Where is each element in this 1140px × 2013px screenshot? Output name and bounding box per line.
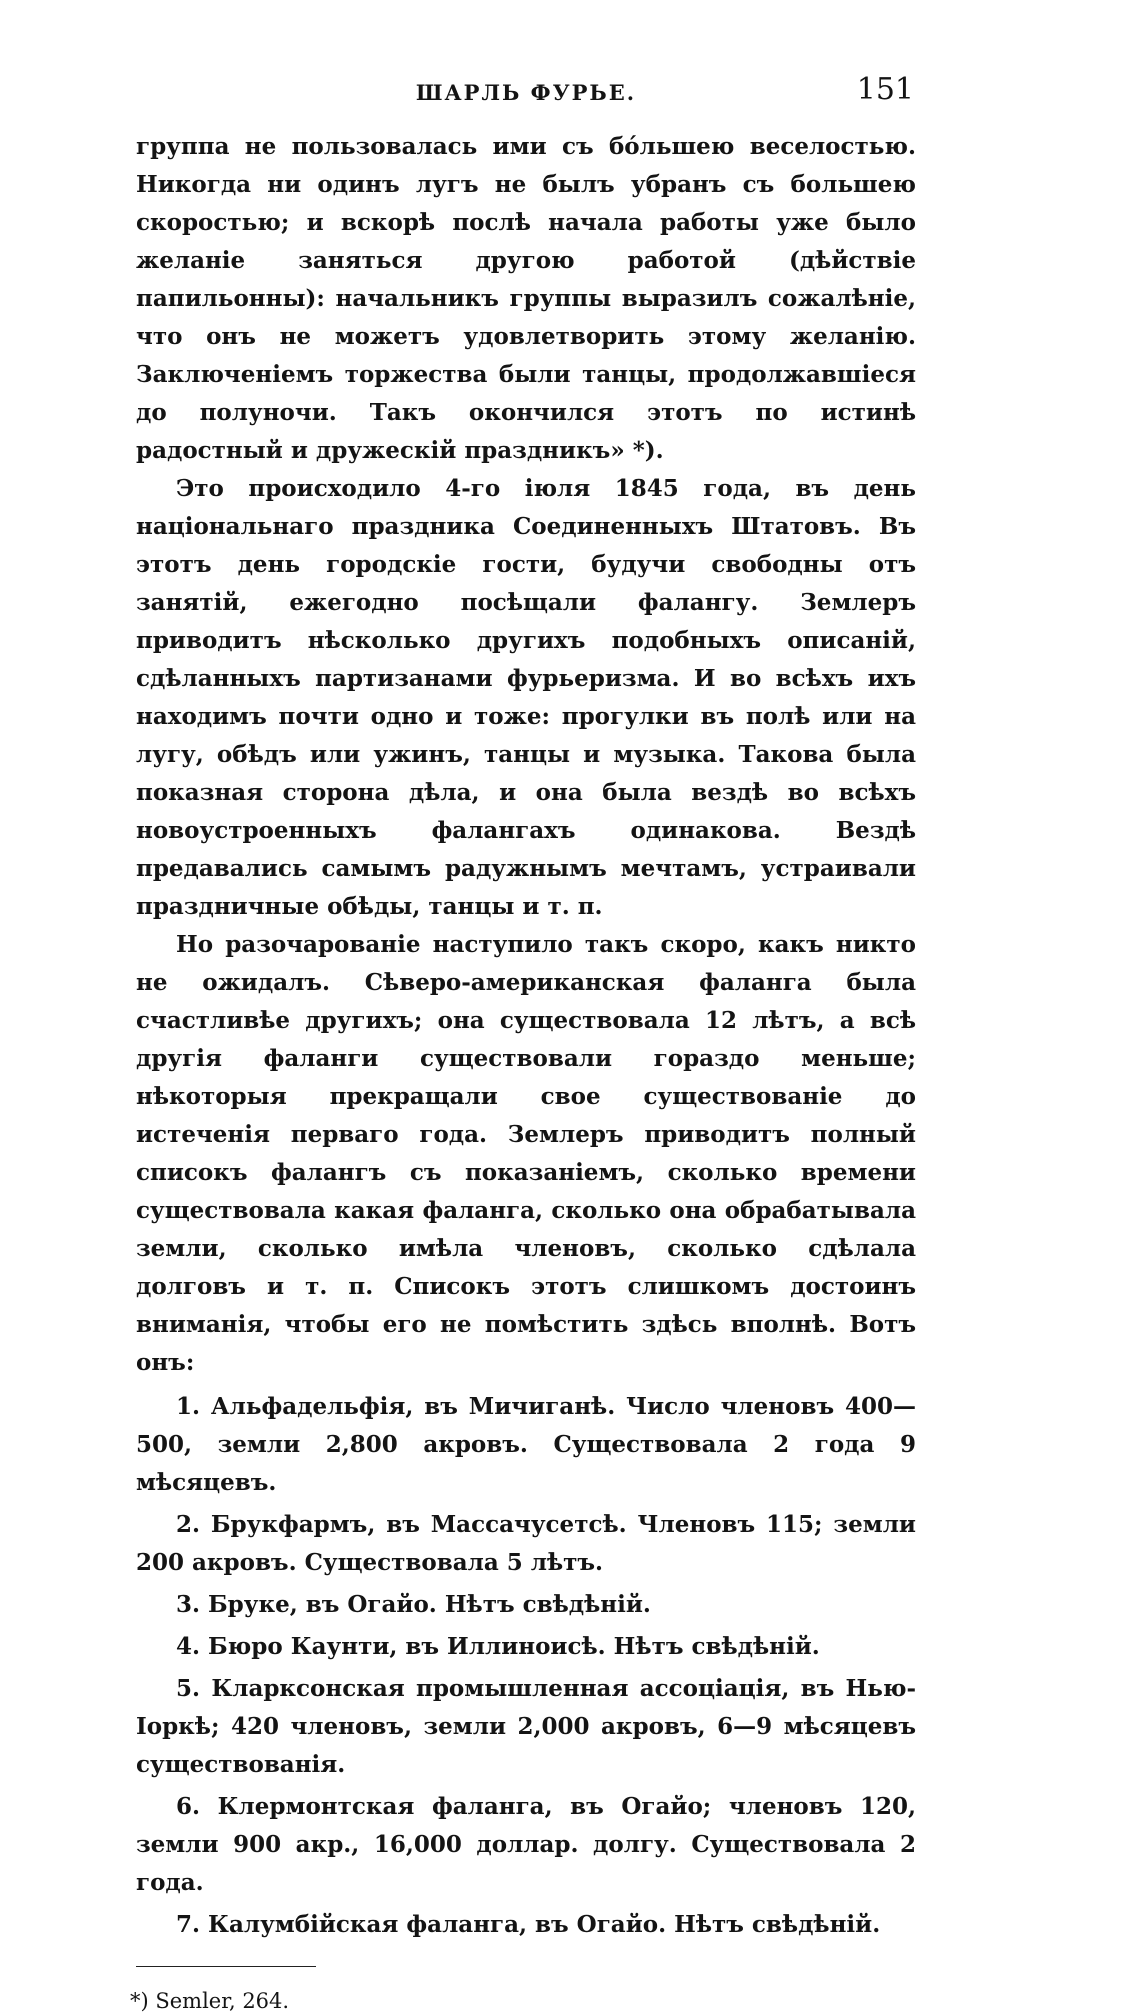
list-item-text: Бюро Каунти, въ Иллиноисѣ. Нѣтъ свѣдѣній. bbox=[208, 1633, 820, 1660]
list-item-number: 1. bbox=[176, 1393, 201, 1420]
list-item bbox=[136, 1506, 916, 1582]
body-text bbox=[136, 128, 916, 1944]
paragraph: Но разочарованіе наступило такъ скоро, какъ никто не ожидалъ. Сѣверо-американская фаланга была счастливѣе другихъ; она существовала 12 лѣтъ, а всѣ другія фаланги существовали гораздо меньше; нѣкоторыя прекращали свое существованіе до истеченія перваго года. Землеръ приводитъ полный списокъ фалангъ съ показаніемъ, сколько времени существовала какая фаланга, сколько она обрабатывала земли, сколько имѣла членовъ, сколько сдѣлала долговъ и т. п. Списокъ этотъ слишкомъ достоинъ вниманія, чтобы его не помѣстить здѣсь вполнѣ. Вотъ онъ: bbox=[136, 931, 916, 1376]
list-item-text: Альфадельфія, въ Мичиганѣ. Число членовъ 400—500, земли 2,800 акровъ. Существовала 2 года 9 мѣсяцевъ. bbox=[136, 1393, 916, 1496]
list-item bbox=[136, 1906, 916, 1944]
list-item bbox=[136, 1670, 916, 1784]
list-item bbox=[136, 1388, 916, 1502]
footnote: *) Semler, 264. bbox=[130, 1989, 290, 2013]
list-item-text: Клермонтская фаланга, въ Огайо; членовъ 120, земли 900 акр., 16,000 доллар. долгу. Существовала 2 года. bbox=[136, 1793, 916, 1896]
list-item-number: 3. bbox=[176, 1591, 201, 1618]
list-item-number: 6. bbox=[176, 1793, 201, 1820]
paragraph: группа не пользовалась ими съ бóльшею веселостью. Никогда ни одинъ лугъ не былъ убранъ съ большею скоростью; и вскорѣ послѣ начала работы уже было желаніе заняться другою работой (дѣйствіе папильонны): начальникъ группы выразилъ сожалѣніе, что онъ не можетъ удовлетворить этому желанію. Заключеніемъ торжества были танцы, продолжавшіеся до полуночи. Такъ окончился этотъ по истинѣ радостный и дружескій праздникъ» *). bbox=[136, 133, 916, 464]
footnote-divider bbox=[136, 1966, 316, 1967]
running-title: ШАРЛЬ ФУРЬЕ. bbox=[415, 80, 637, 105]
list-item-text: Брукфармъ, въ Массачусетсѣ. Членовъ 115; земли 200 акровъ. Существовала 5 лѣтъ. bbox=[136, 1511, 916, 1576]
list-item bbox=[136, 1628, 916, 1666]
phalanx-list bbox=[136, 1388, 916, 1944]
list-item-number: 7. bbox=[176, 1911, 201, 1938]
book-page bbox=[130, 70, 916, 2013]
list-item-text: Бруке, въ Огайо. Нѣтъ свѣдѣній. bbox=[208, 1591, 651, 1618]
paragraph: Это происходило 4-го іюля 1845 года, въ день національнаго праздника Соединенныхъ Штатовъ. Въ этотъ день городскіе гости, будучи свободны отъ занятій, ежегодно посѣщали фалангу. Землеръ приводитъ нѣсколько другихъ подобныхъ описаній, сдѣланныхъ партизанами фурьеризма. И во всѣхъ ихъ находимъ почти одно и тоже: прогулки въ полѣ или на лугу, обѣдъ или ужинъ, танцы и музыка. Такова была показная сторона дѣла, и она была вездѣ во всѣхъ новоустроенныхъ фалангахъ одинакова. Вездѣ предавались самымъ радужнымъ мечтамъ, устраивали праздничные обѣды, танцы и т. п. bbox=[136, 475, 916, 920]
list-item-number: 2. bbox=[176, 1511, 201, 1538]
list-item bbox=[136, 1788, 916, 1902]
list-item-number: 5. bbox=[176, 1675, 201, 1702]
list-item-text: Кларксонская промышленная ассоціація, въ Нью-Іоркѣ; 420 членовъ, земли 2,000 акровъ, 6—9 мѣсяцевъ существованія. bbox=[136, 1675, 916, 1778]
page-header bbox=[136, 70, 916, 114]
list-item-number: 4. bbox=[176, 1633, 201, 1660]
list-item-text: Калумбійская фаланга, въ Огайо. Нѣтъ свѣдѣній. bbox=[208, 1911, 881, 1938]
page-number: 151 bbox=[856, 72, 914, 107]
list-item bbox=[136, 1586, 916, 1624]
